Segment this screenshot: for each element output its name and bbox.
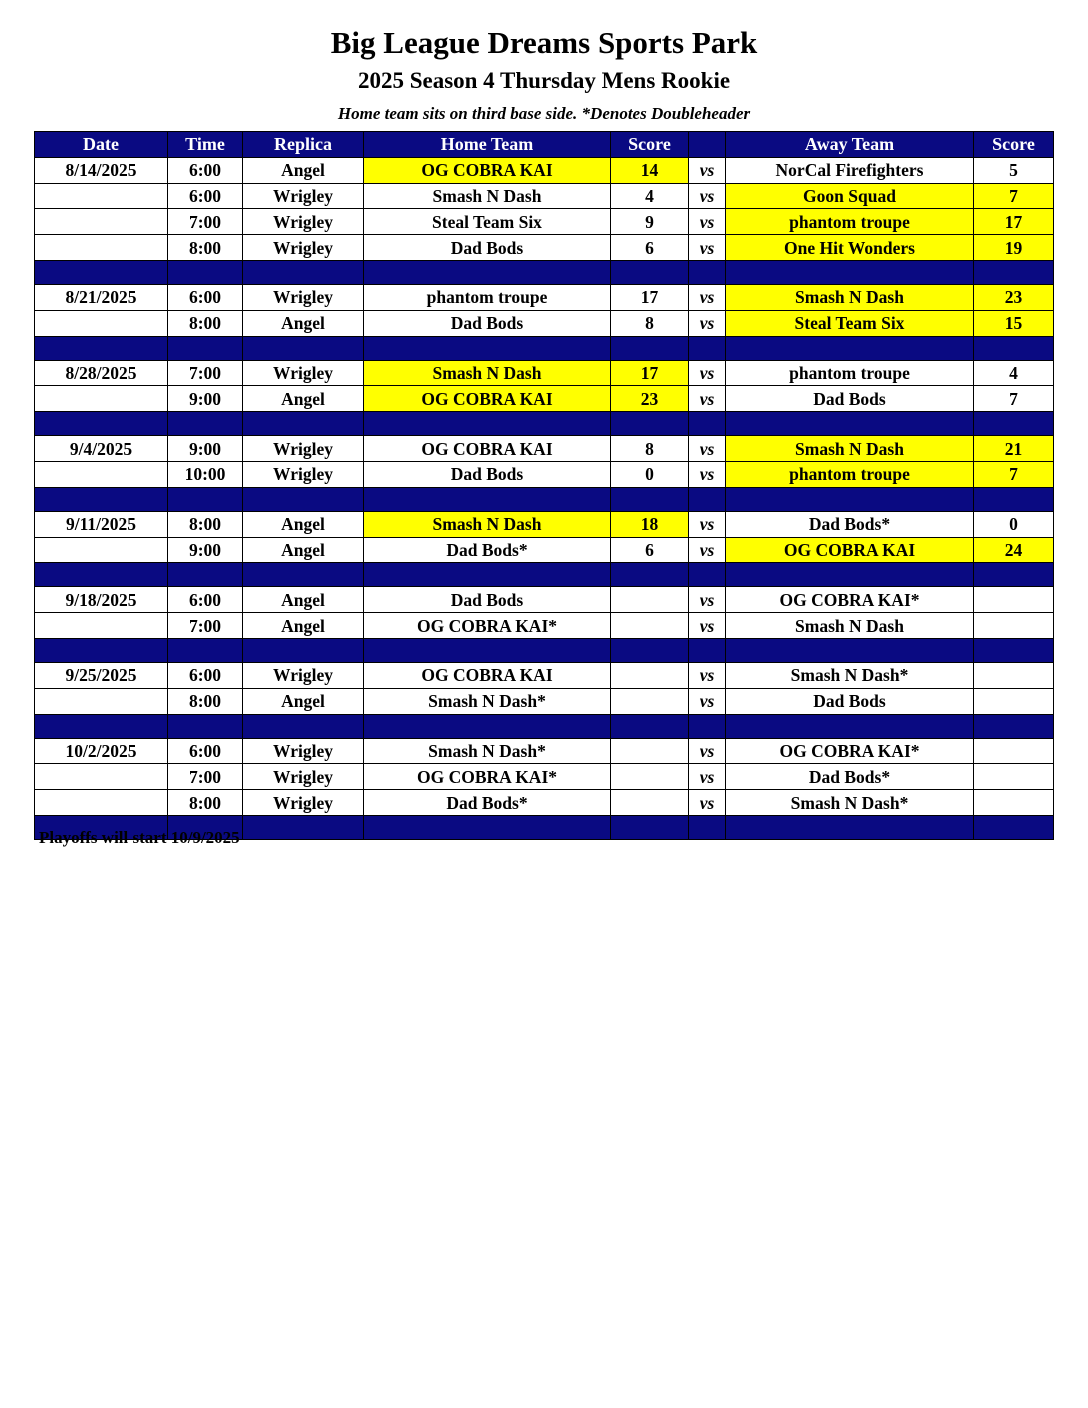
separator-cell [35, 638, 168, 662]
home-score-cell: 0 [611, 461, 689, 487]
col-header-home-score: Score [611, 132, 689, 158]
home-score-cell: 6 [611, 235, 689, 261]
home-score-cell [611, 613, 689, 639]
away-team-cell: Smash N Dash* [726, 662, 974, 688]
away-team-cell: One Hit Wonders [726, 235, 974, 261]
date-cell [35, 386, 168, 412]
vs-cell: vs [689, 537, 726, 563]
home-score-cell [611, 662, 689, 688]
separator-cell [243, 487, 364, 511]
away-score-cell: 23 [974, 284, 1054, 310]
replica-cell: Wrigley [243, 436, 364, 462]
separator-cell [35, 260, 168, 284]
home-score-cell [611, 790, 689, 816]
time-cell: 6:00 [168, 662, 243, 688]
col-header-time: Time [168, 132, 243, 158]
home-team-cell: Dad Bods [364, 235, 611, 261]
header-note: Home team sits on third base side. *Denotes Doubleheader [337, 104, 751, 123]
away-score-cell: 17 [974, 209, 1054, 235]
vs-cell: vs [689, 386, 726, 412]
date-cell: 8/21/2025 [35, 284, 168, 310]
home-team-cell: Dad Bods [364, 310, 611, 336]
vs-cell: vs [689, 157, 726, 183]
away-team-cell: Smash N Dash [726, 436, 974, 462]
away-team-cell: OG COBRA KAI [726, 537, 974, 563]
home-score-cell: 8 [611, 436, 689, 462]
home-team-cell: Smash N Dash* [364, 738, 611, 764]
time-cell: 8:00 [168, 310, 243, 336]
time-cell: 6:00 [168, 587, 243, 613]
separator-cell [611, 487, 689, 511]
separator-cell [726, 260, 974, 284]
page-title: Big League Dreams Sports Park [330, 25, 758, 60]
table-row [35, 235, 1054, 261]
time-cell: 7:00 [168, 360, 243, 386]
away-score-cell [974, 764, 1054, 790]
separator-cell [243, 260, 364, 284]
replica-cell: Wrigley [243, 764, 364, 790]
table-row [35, 386, 1054, 412]
table-row [35, 209, 1054, 235]
replica-cell: Angel [243, 157, 364, 183]
home-score-cell: 17 [611, 284, 689, 310]
time-cell: 6:00 [168, 284, 243, 310]
away-score-cell: 7 [974, 386, 1054, 412]
time-cell: 6:00 [168, 157, 243, 183]
away-team-cell: Smash N Dash* [726, 790, 974, 816]
vs-cell: vs [689, 511, 726, 537]
home-team-cell: Steal Team Six [364, 209, 611, 235]
table-row [35, 183, 1054, 209]
date-cell: 9/11/2025 [35, 511, 168, 537]
separator-cell [364, 487, 611, 511]
separator-cell [689, 487, 726, 511]
home-score-cell [611, 688, 689, 714]
away-team-cell: Smash N Dash [726, 284, 974, 310]
away-team-cell: Dad Bods [726, 688, 974, 714]
separator-cell [35, 563, 168, 587]
time-cell: 10:00 [168, 461, 243, 487]
away-team-cell: Dad Bods* [726, 764, 974, 790]
separator-cell [243, 412, 364, 436]
vs-cell: vs [689, 790, 726, 816]
separator-cell [35, 412, 168, 436]
separator-cell [243, 815, 364, 839]
home-score-cell: 6 [611, 537, 689, 563]
week-separator-row [35, 563, 1054, 587]
vs-cell: vs [689, 183, 726, 209]
separator-cell [726, 563, 974, 587]
separator-cell [611, 563, 689, 587]
week-separator-row [35, 487, 1054, 511]
away-team-cell: Smash N Dash [726, 613, 974, 639]
date-cell [35, 461, 168, 487]
time-cell: 7:00 [168, 613, 243, 639]
separator-cell [974, 815, 1054, 839]
week-separator-row [35, 638, 1054, 662]
separator-cell [611, 260, 689, 284]
separator-cell [726, 714, 974, 738]
home-score-cell [611, 764, 689, 790]
separator-cell [611, 412, 689, 436]
vs-cell: vs [689, 613, 726, 639]
page-subtitle: 2025 Season 4 Thursday Mens Rookie [357, 68, 731, 93]
separator-cell [726, 336, 974, 360]
separator-cell [974, 487, 1054, 511]
col-header-date: Date [35, 132, 168, 158]
away-score-cell [974, 587, 1054, 613]
separator-cell [689, 638, 726, 662]
separator-cell [168, 487, 243, 511]
separator-cell [364, 260, 611, 284]
replica-cell: Wrigley [243, 662, 364, 688]
separator-cell [168, 638, 243, 662]
away-team-cell: NorCal Firefighters [726, 157, 974, 183]
time-cell: 9:00 [168, 386, 243, 412]
week-separator-row [35, 336, 1054, 360]
separator-cell [974, 412, 1054, 436]
replica-cell: Angel [243, 613, 364, 639]
home-team-cell: OG COBRA KAI [364, 386, 611, 412]
date-cell: 10/2/2025 [35, 738, 168, 764]
time-cell: 6:00 [168, 738, 243, 764]
separator-cell [611, 815, 689, 839]
away-score-cell: 7 [974, 183, 1054, 209]
away-score-cell [974, 662, 1054, 688]
schedule-body [35, 157, 1054, 839]
col-header-vs [689, 132, 726, 158]
replica-cell: Angel [243, 511, 364, 537]
home-team-cell: Smash N Dash [364, 183, 611, 209]
away-team-cell: phantom troupe [726, 461, 974, 487]
table-row [35, 461, 1054, 487]
replica-cell: Wrigley [243, 790, 364, 816]
away-score-cell: 24 [974, 537, 1054, 563]
separator-cell [689, 260, 726, 284]
separator-cell [611, 336, 689, 360]
home-team-cell: Smash N Dash [364, 511, 611, 537]
replica-cell: Angel [243, 587, 364, 613]
week-separator-row [35, 260, 1054, 284]
separator-cell [611, 714, 689, 738]
home-score-cell: 4 [611, 183, 689, 209]
separator-cell [689, 563, 726, 587]
home-team-cell: OG COBRA KAI [364, 436, 611, 462]
away-score-cell [974, 613, 1054, 639]
vs-cell: vs [689, 284, 726, 310]
date-cell: 8/14/2025 [35, 157, 168, 183]
separator-cell [364, 412, 611, 436]
table-row [35, 587, 1054, 613]
date-cell: 9/18/2025 [35, 587, 168, 613]
replica-cell: Angel [243, 310, 364, 336]
home-team-cell: Dad Bods [364, 587, 611, 613]
home-score-cell: 18 [611, 511, 689, 537]
home-team-cell: Dad Bods* [364, 537, 611, 563]
separator-cell [726, 412, 974, 436]
col-header-away-score: Score [974, 132, 1054, 158]
time-cell: 7:00 [168, 209, 243, 235]
date-cell [35, 790, 168, 816]
separator-cell [168, 336, 243, 360]
table-row [35, 764, 1054, 790]
replica-cell: Angel [243, 386, 364, 412]
date-cell [35, 613, 168, 639]
col-header-home-team: Home Team [364, 132, 611, 158]
vs-cell: vs [689, 360, 726, 386]
vs-cell: vs [689, 764, 726, 790]
away-score-cell: 19 [974, 235, 1054, 261]
separator-cell [726, 638, 974, 662]
replica-cell: Wrigley [243, 461, 364, 487]
week-separator-row [35, 412, 1054, 436]
home-score-cell [611, 587, 689, 613]
table-row [35, 613, 1054, 639]
separator-cell [35, 714, 168, 738]
date-cell [35, 183, 168, 209]
away-team-cell: Dad Bods [726, 386, 974, 412]
separator-cell [611, 638, 689, 662]
date-cell: 9/4/2025 [35, 436, 168, 462]
footer-note: Playoffs will start 10/9/2025 [39, 828, 240, 847]
separator-cell [35, 487, 168, 511]
home-team-cell: Dad Bods* [364, 790, 611, 816]
date-cell: 9/25/2025 [35, 662, 168, 688]
time-cell: 7:00 [168, 764, 243, 790]
home-team-cell: OG COBRA KAI* [364, 613, 611, 639]
date-cell [35, 209, 168, 235]
away-team-cell: Goon Squad [726, 183, 974, 209]
separator-cell [364, 336, 611, 360]
home-team-cell: Dad Bods [364, 461, 611, 487]
time-cell: 8:00 [168, 790, 243, 816]
separator-cell [689, 336, 726, 360]
table-row [35, 511, 1054, 537]
separator-cell [689, 412, 726, 436]
schedule-table [34, 131, 1054, 840]
away-score-cell: 15 [974, 310, 1054, 336]
home-team-cell: OG COBRA KAI [364, 157, 611, 183]
separator-cell [726, 487, 974, 511]
home-score-cell: 9 [611, 209, 689, 235]
replica-cell: Wrigley [243, 235, 364, 261]
separator-cell [364, 563, 611, 587]
separator-cell [243, 563, 364, 587]
table-row [35, 284, 1054, 310]
away-team-cell: OG COBRA KAI* [726, 587, 974, 613]
vs-cell: vs [689, 587, 726, 613]
time-cell: 9:00 [168, 537, 243, 563]
table-row [35, 688, 1054, 714]
separator-cell [35, 336, 168, 360]
separator-cell [726, 815, 974, 839]
separator-cell [974, 260, 1054, 284]
table-row [35, 662, 1054, 688]
time-cell: 8:00 [168, 511, 243, 537]
separator-cell [168, 412, 243, 436]
separator-cell [974, 336, 1054, 360]
away-team-cell: OG COBRA KAI* [726, 738, 974, 764]
date-cell [35, 310, 168, 336]
away-team-cell: Steal Team Six [726, 310, 974, 336]
col-header-replica: Replica [243, 132, 364, 158]
home-team-cell: OG COBRA KAI* [364, 764, 611, 790]
away-score-cell [974, 790, 1054, 816]
week-separator-row [35, 714, 1054, 738]
separator-cell [974, 563, 1054, 587]
away-score-cell [974, 738, 1054, 764]
vs-cell: vs [689, 688, 726, 714]
separator-cell [364, 815, 611, 839]
table-row [35, 537, 1054, 563]
separator-cell [168, 714, 243, 738]
away-team-cell: Dad Bods* [726, 511, 974, 537]
separator-cell [243, 638, 364, 662]
table-row [35, 360, 1054, 386]
away-team-cell: phantom troupe [726, 209, 974, 235]
header-row [35, 132, 1054, 158]
vs-cell: vs [689, 235, 726, 261]
separator-cell [974, 714, 1054, 738]
table-row [35, 310, 1054, 336]
replica-cell: Angel [243, 688, 364, 714]
replica-cell: Wrigley [243, 183, 364, 209]
replica-cell: Wrigley [243, 284, 364, 310]
replica-cell: Wrigley [243, 209, 364, 235]
away-score-cell: 0 [974, 511, 1054, 537]
separator-cell [168, 563, 243, 587]
vs-cell: vs [689, 310, 726, 336]
date-cell [35, 235, 168, 261]
home-score-cell [611, 738, 689, 764]
home-score-cell: 8 [611, 310, 689, 336]
home-team-cell: Smash N Dash [364, 360, 611, 386]
separator-cell [243, 336, 364, 360]
vs-cell: vs [689, 461, 726, 487]
time-cell: 6:00 [168, 183, 243, 209]
date-cell [35, 688, 168, 714]
home-score-cell: 14 [611, 157, 689, 183]
home-team-cell: phantom troupe [364, 284, 611, 310]
separator-cell [364, 714, 611, 738]
table-row [35, 790, 1054, 816]
date-cell [35, 764, 168, 790]
away-score-cell: 5 [974, 157, 1054, 183]
separator-cell [689, 815, 726, 839]
vs-cell: vs [689, 662, 726, 688]
separator-cell [974, 638, 1054, 662]
separator-cell [689, 714, 726, 738]
away-team-cell: phantom troupe [726, 360, 974, 386]
replica-cell: Angel [243, 537, 364, 563]
vs-cell: vs [689, 209, 726, 235]
table-row [35, 738, 1054, 764]
separator-cell [243, 714, 364, 738]
away-score-cell [974, 688, 1054, 714]
replica-cell: Wrigley [243, 360, 364, 386]
time-cell: 8:00 [168, 235, 243, 261]
away-score-cell: 21 [974, 436, 1054, 462]
vs-cell: vs [689, 436, 726, 462]
home-team-cell: Smash N Dash* [364, 688, 611, 714]
replica-cell: Wrigley [243, 738, 364, 764]
home-score-cell: 17 [611, 360, 689, 386]
away-score-cell: 4 [974, 360, 1054, 386]
date-cell: 8/28/2025 [35, 360, 168, 386]
table-row [35, 436, 1054, 462]
table-row [35, 157, 1054, 183]
separator-cell [168, 260, 243, 284]
date-cell [35, 537, 168, 563]
home-score-cell: 23 [611, 386, 689, 412]
time-cell: 8:00 [168, 688, 243, 714]
time-cell: 9:00 [168, 436, 243, 462]
away-score-cell: 7 [974, 461, 1054, 487]
vs-cell: vs [689, 738, 726, 764]
separator-cell [364, 638, 611, 662]
home-team-cell: OG COBRA KAI [364, 662, 611, 688]
col-header-away-team: Away Team [726, 132, 974, 158]
